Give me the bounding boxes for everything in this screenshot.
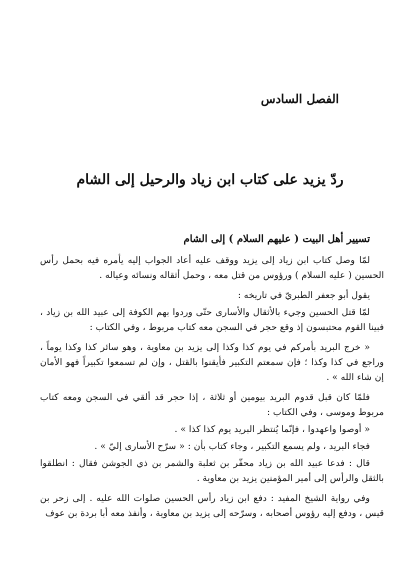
paragraph: لمّا وصل كتاب ابن زياد إلى يزيد ووقف عليه أعاد الجواب إليه يأمره فيه بحمل رأس الحسين ( عليه السلام ) ورؤوس من قتل معه ، وحمل أثقاله ونسائه وعياله . — [40, 255, 384, 281]
paragraph: « خرج البريد بأمركم في يوم كذا وكذا إلى يزيد بن معاوية ، وهو سائر كذا وكذا يوماً ، وراجع في كذا وكذا ؛ فإن سمعتم التكبير فأيقنوا بالقتل ، وإن لم تسمعوا تكبيراً فهو الأمان إن شاء الله » . — [40, 342, 384, 383]
chapter-label: الفصل السادس — [260, 92, 339, 106]
paragraph: « أوصوا واعهدوا ، فإنّما يُنتظر البريد يوم كذا كذا » . — [174, 424, 370, 435]
paragraph: فجاء البريد ، ولم يسمع التكبير ، وجاء كتاب بأن : « سرّح الأسارى إليّ » . — [94, 441, 370, 452]
paragraph: فلمّا كان قبل قدوم البريد بيومين أو ثلاثة ، إذا حجر قد ألقي في السجن ومعه كتاب مربوط وموسى ، وفي الكتاب : — [40, 392, 384, 418]
paragraph: يقول أبو جعفر الطبريّ في تاريخه : — [237, 290, 370, 301]
section-heading: تسيير أهل البيت ( عليهم السلام ) إلى الشام — [183, 234, 370, 245]
document-body — [40, 232, 384, 526]
chapter-title: ردّ يزيد على كتاب ابن زياد والرحيل إلى الشام — [76, 172, 344, 188]
paragraph: لمّا قتل الحسين وجيء بالأثقال والأسارى حتّى وردوا بهم الكوفة إلى عبيد الله بن زياد ، فبينا القوم محتبسون إذ وقع حجر في السجن معه كتاب مربوط ، وفي الكتاب : — [40, 307, 384, 333]
paragraph: وفي رواية الشيخ المفيد : دفع ابن زياد رأس الحسين صلوات الله عليه . إلى زحر بن قيس ، ودفع إليه رؤوس أصحابه ، وسرّحه إلى يزيد بن معاوية ، وأنفذ معه أبا بردة بن عوف — [40, 493, 384, 519]
paragraph: قال : فدعا عبيد الله بن زياد محفّر بن ثعلبة والشمر بن ذي الجوشن فقال : انطلقوا بالثقل والرأس إلى أمير المؤمنين يزيد بن معاوية . — [40, 458, 384, 484]
